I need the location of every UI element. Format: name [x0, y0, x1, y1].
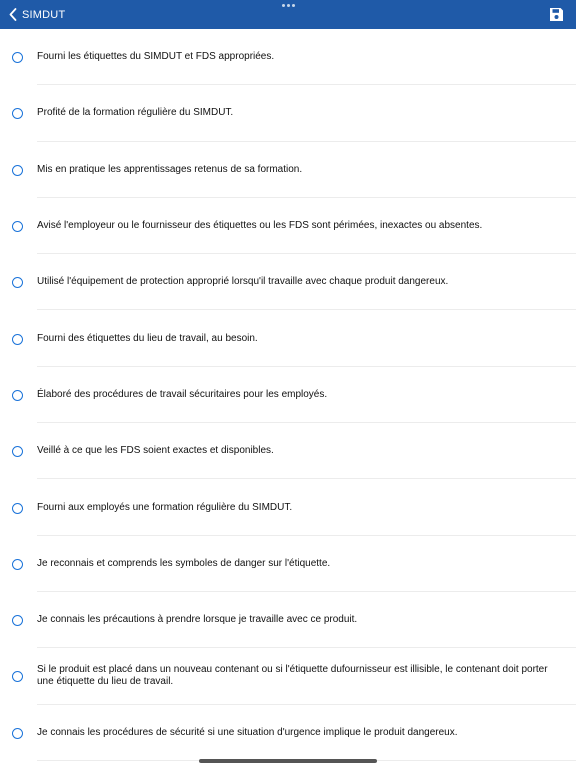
list-item[interactable]: [0, 85, 576, 141]
list-item[interactable]: [0, 592, 576, 648]
chevron-left-icon: [9, 8, 17, 21]
radio-button[interactable]: [12, 503, 23, 514]
save-floppy-icon: [549, 9, 564, 26]
list-item-label: Si le produit est placé dans un nouveau contenant ou si l'étiquette dufournisseur est illisible, le contenant doit porter une étiquette du lieu de travail.: [37, 664, 548, 688]
radio-button[interactable]: [12, 390, 23, 401]
list-item[interactable]: [0, 198, 576, 254]
list-item-label: Utilisé l'équipement de protection approprié lorsqu'il travaille avec chaque produit dangereux.: [37, 276, 449, 288]
back-button-label: SIMDUT: [22, 8, 66, 21]
radio-button[interactable]: [12, 671, 23, 682]
radio-button[interactable]: [12, 277, 23, 288]
radio-button[interactable]: [12, 165, 23, 176]
list-item[interactable]: [0, 254, 576, 310]
list-item[interactable]: [0, 536, 576, 592]
list-item-label: Profité de la formation régulière du SIMDUT.: [37, 107, 234, 119]
radio-button[interactable]: [12, 615, 23, 626]
home-indicator[interactable]: [199, 759, 377, 763]
list-item[interactable]: [0, 310, 576, 366]
list-item-label: Élaboré des procédures de travail sécuritaires pour les employés.: [37, 388, 328, 400]
list-item[interactable]: [0, 423, 576, 479]
list-item[interactable]: [0, 479, 576, 535]
list-item-label: Fourni aux employés une formation régulière du SIMDUT.: [37, 501, 293, 513]
list-item-label: Fourni les étiquettes du SIMDUT et FDS appropriées.: [37, 51, 275, 63]
radio-button[interactable]: [12, 728, 23, 739]
list-item-label: Je reconnais et comprends les symboles de danger sur l'étiquette.: [37, 557, 331, 569]
navigation-bar: [0, 0, 576, 29]
radio-button[interactable]: [12, 446, 23, 457]
radio-button[interactable]: [12, 108, 23, 119]
multitask-handle[interactable]: [282, 4, 295, 7]
list-item-label: Avisé l'employeur ou le fournisseur des étiquettes ou les FDS sont périmées, inexactes ou absentes.: [37, 220, 483, 232]
list-item[interactable]: [0, 29, 576, 85]
list-item-label: Je connais les précautions à prendre lorsque je travaille avec ce produit.: [37, 614, 358, 626]
radio-button[interactable]: [12, 221, 23, 232]
radio-button[interactable]: [12, 52, 23, 63]
radio-button[interactable]: [12, 334, 23, 345]
list-item[interactable]: [0, 367, 576, 423]
list-item[interactable]: [0, 142, 576, 198]
list-item[interactable]: [0, 648, 576, 704]
back-button[interactable]: [0, 0, 71, 29]
list-item[interactable]: [0, 705, 576, 761]
save-button[interactable]: [549, 7, 564, 22]
list-item-label: Je connais les procédures de sécurité si une situation d'urgence implique le produit dangereux.: [37, 726, 458, 738]
checklist: [0, 29, 576, 761]
list-item-label: Fourni des étiquettes du lieu de travail, au besoin.: [37, 332, 258, 344]
radio-button[interactable]: [12, 559, 23, 570]
list-item-label: Veillé à ce que les FDS soient exactes et disponibles.: [37, 445, 274, 457]
list-item-label: Mis en pratique les apprentissages retenus de sa formation.: [37, 163, 303, 175]
